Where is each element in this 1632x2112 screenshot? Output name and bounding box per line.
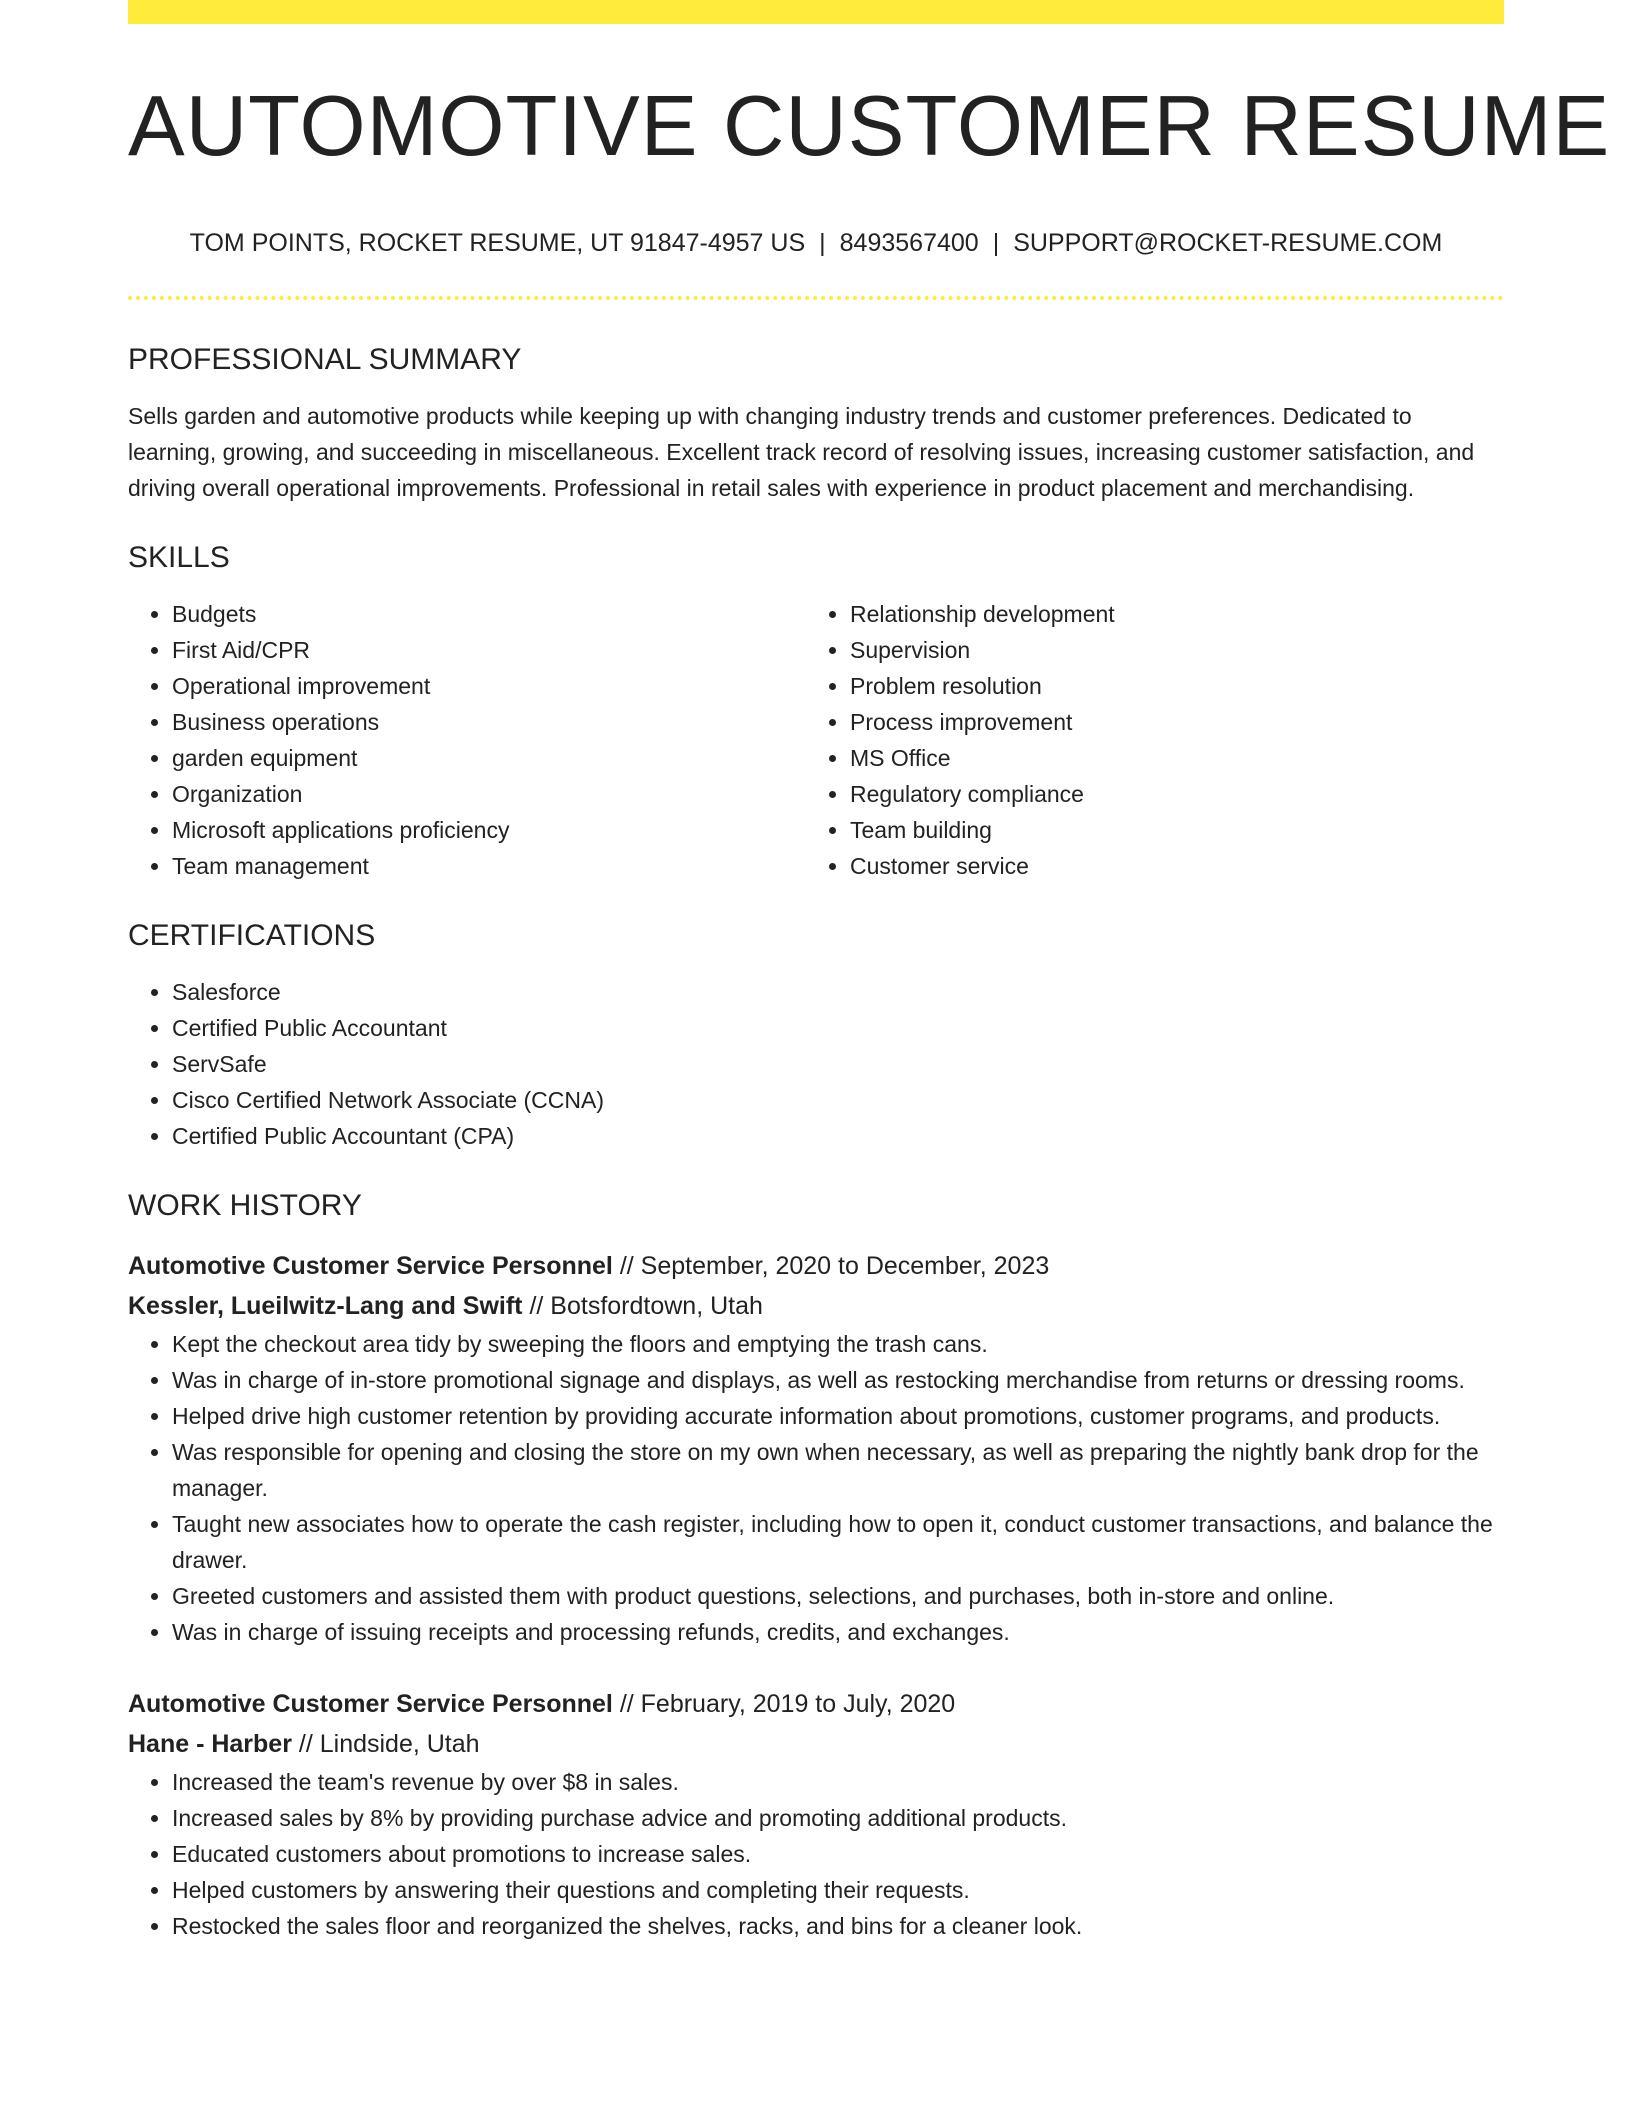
skills-column-left — [128, 596, 806, 884]
certifications-list — [128, 974, 1504, 1154]
skill-item: • Business operations — [172, 704, 806, 740]
skill-item: • Operational improvement — [172, 668, 806, 704]
job-duty: • Increased sales by 8% by providing purchase advice and promoting additional products. — [172, 1800, 1504, 1836]
job-company: Hane - Harber — [128, 1729, 292, 1758]
job-entry — [128, 1684, 1504, 1944]
certification-item: • Certified Public Accountant (CPA) — [172, 1118, 1504, 1154]
job-title-line — [128, 1246, 1504, 1286]
skills-column-right — [806, 596, 1484, 884]
dotted-divider — [128, 296, 1504, 300]
certifications-heading: CERTIFICATIONS — [128, 918, 376, 952]
job-company: Kessler, Lueilwitz-Lang and Swift — [128, 1291, 523, 1320]
skill-item: • Problem resolution — [850, 668, 1484, 704]
job-duty: • Taught new associates how to operate the cash register, including how to open it, conduct customer transactions, and balance the drawer. — [172, 1506, 1504, 1578]
certifications-list-wrap — [128, 974, 1504, 1154]
job-company-line — [128, 1724, 1504, 1764]
job-duties-list — [128, 1764, 1504, 1944]
job-duty: • Greeted customers and assisted them with product questions, selections, and purchases, both in-store and online. — [172, 1578, 1504, 1614]
contact-address: TOM POINTS, ROCKET RESUME, UT 91847-4957 US — [189, 228, 806, 257]
skill-item: • First Aid/CPR — [172, 632, 806, 668]
job-company-line — [128, 1286, 1504, 1326]
contact-separator: | — [992, 228, 1000, 257]
skills-list-right — [806, 596, 1484, 884]
certification-item: • ServSafe — [172, 1046, 1504, 1082]
contact-info — [128, 228, 1504, 258]
skill-item: • Budgets — [172, 596, 806, 632]
job-duty: • Was in charge of issuing receipts and processing refunds, credits, and exchanges. — [172, 1614, 1504, 1650]
summary-heading: PROFESSIONAL SUMMARY — [128, 342, 522, 376]
certification-item: • Cisco Certified Network Associate (CCNA) — [172, 1082, 1504, 1118]
job-duty: • Helped drive high customer retention by providing accurate information about promotions, customer programs, and products. — [172, 1398, 1504, 1434]
skill-item: • Customer service — [850, 848, 1484, 884]
skill-item: • Team building — [850, 812, 1484, 848]
summary-text: Sells garden and automotive products while keeping up with changing industry trends and customer preferences. Dedicated to learning, growing, and succeeding in miscellaneous. Excellent track record of resolving issues, increasing customer satisfaction, and driving overall operational improvements. Professional in retail sales with experience in product placement and merchandising. — [128, 402, 1475, 501]
skill-item: • garden equipment — [172, 740, 806, 776]
skills-grid — [128, 596, 1504, 884]
skills-list-left — [128, 596, 806, 884]
skill-item: • Process improvement — [850, 704, 1484, 740]
job-title: Automotive Customer Service Personnel — [128, 1689, 613, 1718]
job-duty: • Educated customers about promotions to increase sales. — [172, 1836, 1504, 1872]
job-location: // Botsfordtown, Utah — [522, 1291, 763, 1320]
work-history-heading: WORK HISTORY — [128, 1188, 362, 1222]
job-duty: • Kept the checkout area tidy by sweeping the floors and emptying the trash cans. — [172, 1326, 1504, 1362]
job-title: Automotive Customer Service Personnel — [128, 1251, 613, 1280]
certification-item: • Certified Public Accountant — [172, 1010, 1504, 1046]
accent-top-bar — [128, 0, 1504, 24]
skill-item: • Regulatory compliance — [850, 776, 1484, 812]
skill-item: • Supervision — [850, 632, 1484, 668]
job-duty: • Was in charge of in-store promotional signage and displays, as well as restocking merchandise from returns or dressing rooms. — [172, 1362, 1504, 1398]
contact-separator: | — [819, 228, 826, 257]
job-dates: // September, 2020 to December, 2023 — [612, 1251, 1050, 1280]
job-duty: • Helped customers by answering their questions and completing their requests. — [172, 1872, 1504, 1908]
job-location: // Lindside, Utah — [291, 1729, 480, 1758]
skill-item: • Organization — [172, 776, 806, 812]
job-entry — [128, 1246, 1504, 1650]
job-title-line — [128, 1684, 1504, 1724]
job-dates: // February, 2019 to July, 2020 — [612, 1689, 956, 1718]
skill-item: • MS Office — [850, 740, 1484, 776]
skill-item: • Team management — [172, 848, 806, 884]
job-duty: • Increased the team's revenue by over $8 in sales. — [172, 1764, 1504, 1800]
skills-heading: SKILLS — [128, 540, 230, 574]
contact-phone: 8493567400 — [839, 228, 979, 257]
skill-item: • Relationship development — [850, 596, 1484, 632]
skill-item: • Microsoft applications proficiency — [172, 812, 806, 848]
resume-title: AUTOMOTIVE CUSTOMER RESUME — [128, 79, 1611, 174]
job-duty: • Restocked the sales floor and reorganized the shelves, racks, and bins for a cleaner look. — [172, 1908, 1504, 1944]
resume-page — [128, 0, 1611, 1944]
contact-email: SUPPORT@ROCKET-RESUME.COM — [1013, 228, 1443, 257]
job-duty: • Was responsible for opening and closing the store on my own when necessary, as well as preparing the nightly bank drop for the manager. — [172, 1434, 1504, 1506]
certification-item: • Salesforce — [172, 974, 1504, 1010]
job-duties-list — [128, 1326, 1504, 1650]
